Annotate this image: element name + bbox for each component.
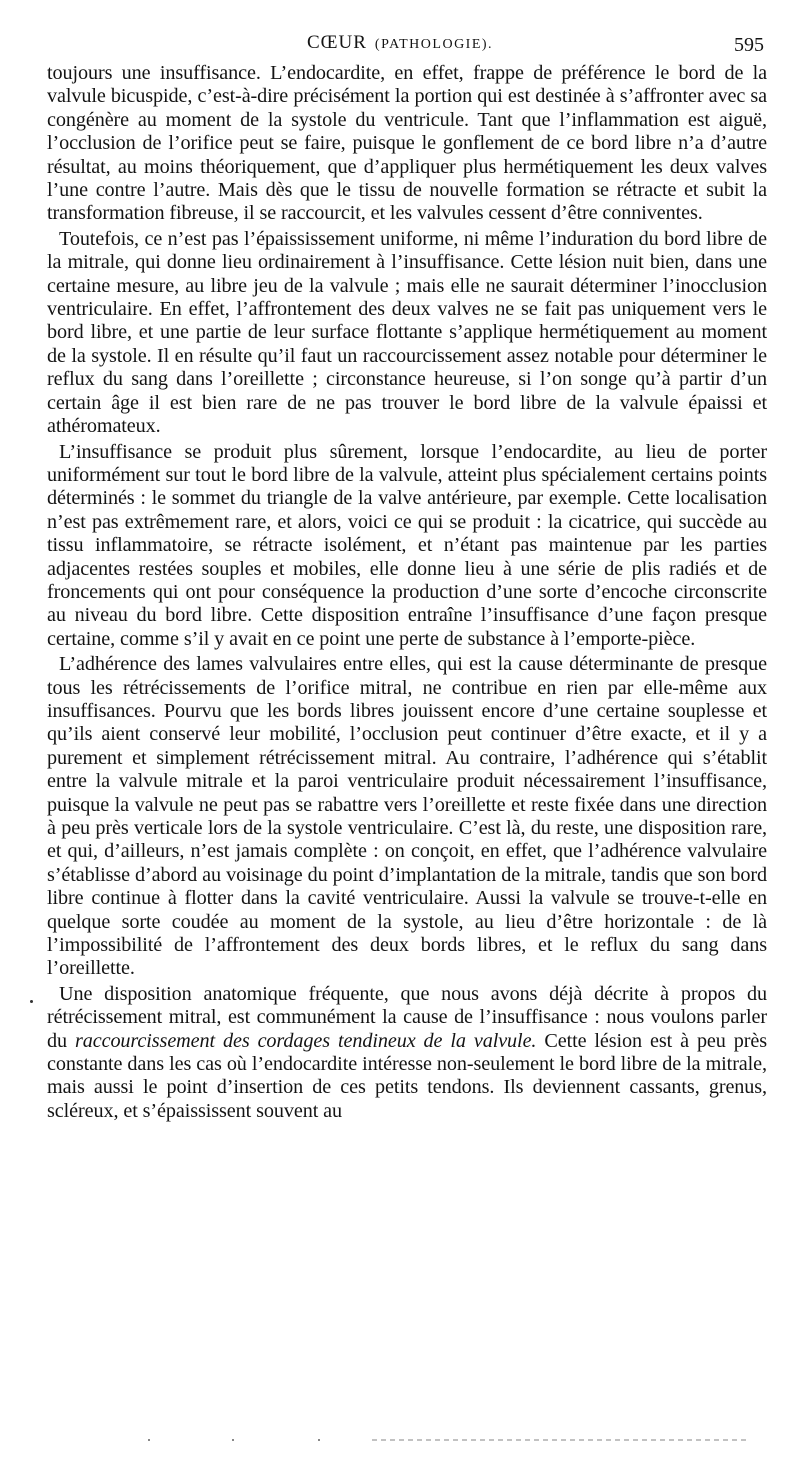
header-subtitle: (PATHOLOGIE). (374, 37, 494, 52)
italic-phrase: raccourcissement des cordages tendineux de la valvule. (74, 1029, 537, 1052)
paragraph-5-text-start: Une disposition anatomique fréquente, que nous avons déjà décrite à propos du rétrécissement mitral, est communément la cause de l’insuffisance : nous voulons parler du (47, 982, 767, 1052)
residue-dot (148, 1439, 150, 1441)
paragraph-5-text-end: Cette lésion est à peu près constante dans les cas où l’endocardite intéresse non-seulement le bord libre de la mitrale, mais aussi le point d’insertion de ces petits tendons. Ils deviennent cassants, grenus, scléreux, et s’épaississent souvent au (47, 1029, 767, 1122)
residue-smudge (372, 1439, 748, 1441)
paragraph-4: L’adhérence des lames valvulaires entre elles, qui est la cause déterminante de presque tous les rétrécissements de l’orifice mitral, ne contribue en rien par elle-même aux insuffisances. Pourvu que les bords libres jouissent encore d’une certaine souplesse et qu’ils aient conservé leur mobilité, l’occlusion peut continuer d’être exacte, et il y a purement et simplement rétrécissement mitral. Au contraire, l’adhérence qui s’établit entre la valvule mitrale et la paroi ventriculaire produit nécessairement l’insuffisance, puisque la valvule ne peut pas se rabattre vers l’oreillette et reste fixée dans une direction à peu près verticale lors de la systole ventriculaire. C’est là, du reste, une disposition rare, et qui, d’ailleurs, n’est jamais complète : on conçoit, en effet, que l’adhérence valvulaire s’établisse d’abord au voisinage du point d’implantation de la mitrale, tandis que son bord libre continue à flotter dans la cavité ventriculaire. Aussi la valvule se trouve-t-elle en quelque sorte coudée au moment de la systole, au lieu d’être horizontale : de là l’impossibilité de l’affrontement des deux bords libres, et le reflux du sang dans l’oreillette. (47, 653, 767, 980)
body-text (47, 62, 767, 1125)
paragraph-1: toujours une insuffisance. L’endocardite, en effet, frappe de préférence le bord de la valvule bicuspide, c’est-à-dire précisément la portion qui est destinée à s’affronter avec sa congénère au moment de la systole du ventricule. Tant que l’inflammation est aiguë, l’occlusion de l’orifice peut se faire, puisque le gonflement de ce bord libre n’a d’autre résultat, au moins théoriquement, que d’appliquer plus hermétiquement les deux valves l’une contre l’autre. Mais dès que le tissu de nouvelle formation se rétracte et subit la transformation fibreuse, il se raccourcit, et les valvules cessent d’être conniventes. (47, 62, 767, 225)
running-header (0, 30, 800, 58)
paragraph-5 (47, 983, 767, 1123)
paragraph-3: L’insuffisance se produit plus sûrement, lorsque l’endocardite, au lieu de porter uniformément sur tout le bord libre de la valvule, atteint plus spécialement certains points déterminés : le sommet du triangle de la valve antérieure, par exemple. Cette localisation n’est pas extrêmement rare, et alors, voici ce qui se produit : la cicatrice, qui succède au tissu inflammatoire, se rétracte isolément, et n’étant pas maintenue par les parties adjacentes restées souples et mobiles, elle donne lieu à une série de plis radiés et de froncements qui ont pour conséquence la production d’une sorte d’encoche circonscrite au niveau du bord libre. Cette disposition entraîne l’insuffisance d’une façon presque certaine, comme s’il y avait en ce point une perte de substance à l’emporte-pièce. (47, 440, 767, 650)
running-title (0, 32, 800, 54)
header-title: CŒUR (306, 32, 367, 53)
paragraph-2: Toutefois, ce n’est pas l’épaississement uniforme, ni même l’induration du bord libre de la mitrale, qui donne lieu ordinairement à l’insuffisance. Cette lésion nuit bien, dans une certaine mesure, au libre jeu de la valvule ; mais elle ne saurait déterminer l’inocclusion ventriculaire. En effet, l’affrontement des deux valves ne se fait pas uniquement vers le bord libre, et une partie de leur surface flottante s’applique hermétiquement au moment de la systole. Il en résulte qu’il faut un raccourcissement assez notable pour déterminer le reflux du sang dans l’oreillette ; circonstance heureuse, si l’on songe qu’à partir d’un certain âge il est bien rare de ne pas trouver le bord libre de la valvule épaissi et athéromateux. (47, 227, 767, 438)
residue-dot (232, 1439, 234, 1441)
page-number: 595 (734, 34, 764, 56)
margin-ink-dot (30, 1000, 33, 1003)
bleed-through-residue (0, 1437, 800, 1445)
residue-dot (318, 1439, 320, 1441)
